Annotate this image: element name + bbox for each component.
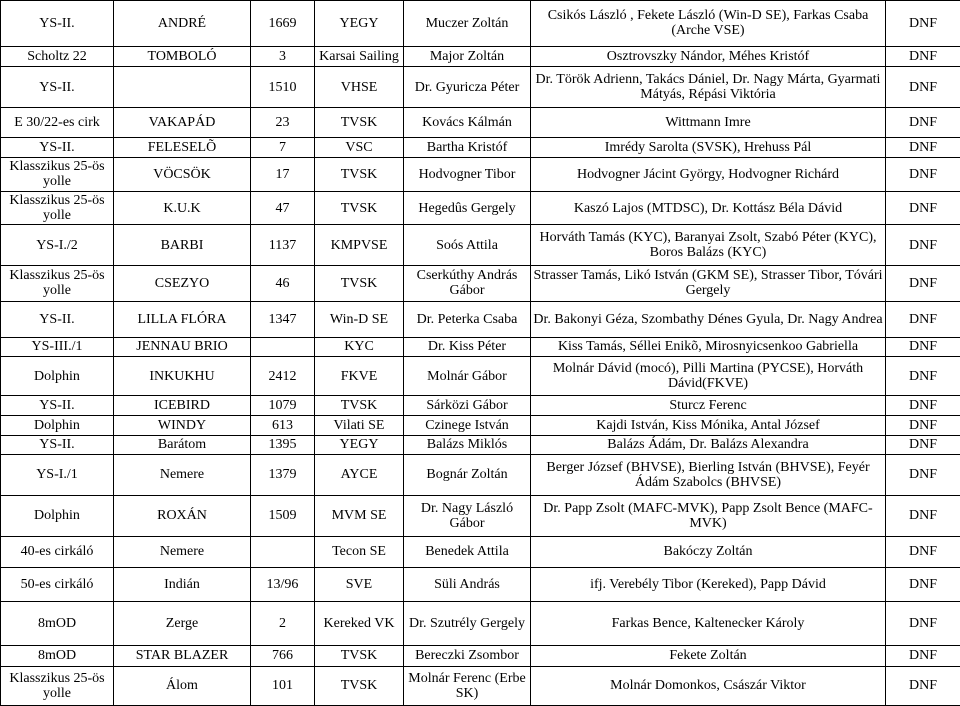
table-row: [1, 225, 960, 265]
class-cell: Klasszikus 25-ös yolle: [1, 191, 114, 225]
result-cell: DNF: [886, 537, 960, 568]
table-row: [1, 666, 960, 705]
crew-cell: Hodvogner Jácint György, Hodvogner Richárd: [531, 157, 886, 191]
table-row: [1, 567, 960, 602]
table-row: [1, 357, 960, 396]
result-cell: DNF: [886, 301, 960, 337]
result-cell: DNF: [886, 645, 960, 666]
club-cell: Vilati SE: [315, 416, 404, 436]
class-cell: Dolphin: [1, 495, 114, 536]
result-cell: DNF: [886, 107, 960, 138]
class-cell: YS-III./1: [1, 337, 114, 357]
sail-number-cell: 1079: [251, 396, 315, 416]
table-row: [1, 537, 960, 568]
sail-number-cell: 1137: [251, 225, 315, 265]
crew-cell: Kiss Tamás, Séllei Enikõ, Mirosnyicsenkoo Gabriella: [531, 337, 886, 357]
crew-cell: Dr. Török Adrienn, Takács Dániel, Dr. Nagy Márta, Gyarmati Mátyás, Répási Viktória: [531, 67, 886, 107]
club-cell: KYC: [315, 337, 404, 357]
class-cell: Klasszikus 25-ös yolle: [1, 265, 114, 301]
club-cell: TVSK: [315, 157, 404, 191]
skipper-cell: Kovács Kálmán: [404, 107, 531, 138]
club-cell: Kereked VK: [315, 602, 404, 646]
club-cell: AYCE: [315, 455, 404, 495]
class-cell: 50-es cirkáló: [1, 567, 114, 602]
skipper-cell: Hegedûs Gergely: [404, 191, 531, 225]
result-cell: DNF: [886, 191, 960, 225]
boat-name-cell: ROXÁN: [114, 495, 251, 536]
sail-number-cell: 1510: [251, 67, 315, 107]
table-row: [1, 495, 960, 536]
table-row: [1, 1, 960, 47]
result-cell: DNF: [886, 357, 960, 396]
crew-cell: Molnár Domonkos, Császár Viktor: [531, 666, 886, 705]
club-cell: YEGY: [315, 1, 404, 47]
table-row: [1, 337, 960, 357]
crew-cell: Dr. Papp Zsolt (MAFC-MVK), Papp Zsolt Bence (MAFC-MVK): [531, 495, 886, 536]
sail-number-cell: 23: [251, 107, 315, 138]
skipper-cell: Sárközi Gábor: [404, 396, 531, 416]
skipper-cell: Cserkúthy András Gábor: [404, 265, 531, 301]
skipper-cell: Hodvogner Tibor: [404, 157, 531, 191]
result-cell: DNF: [886, 416, 960, 436]
skipper-cell: Dr. Nagy László Gábor: [404, 495, 531, 536]
result-cell: DNF: [886, 666, 960, 705]
boat-name-cell: Álom: [114, 666, 251, 705]
skipper-cell: Dr. Peterka Csaba: [404, 301, 531, 337]
result-cell: DNF: [886, 67, 960, 107]
table-row: [1, 396, 960, 416]
sail-number-cell: 1347: [251, 301, 315, 337]
table-row: [1, 602, 960, 646]
class-cell: YS-II.: [1, 301, 114, 337]
club-cell: SVE: [315, 567, 404, 602]
class-cell: YS-II.: [1, 1, 114, 47]
boat-name-cell: K.U.K: [114, 191, 251, 225]
class-cell: YS-I./2: [1, 225, 114, 265]
skipper-cell: Dr. Szutrély Gergely: [404, 602, 531, 646]
club-cell: TVSK: [315, 107, 404, 138]
table-row: [1, 645, 960, 666]
sail-number-cell: 1669: [251, 1, 315, 47]
sail-number-cell: 766: [251, 645, 315, 666]
class-cell: 8mOD: [1, 645, 114, 666]
skipper-cell: Bognár Zoltán: [404, 455, 531, 495]
boat-name-cell: ICEBIRD: [114, 396, 251, 416]
boat-name-cell: Barátom: [114, 435, 251, 455]
skipper-cell: Benedek Attila: [404, 537, 531, 568]
table-row: [1, 138, 960, 158]
skipper-cell: Dr. Gyuricza Péter: [404, 67, 531, 107]
boat-name-cell: CSEZYO: [114, 265, 251, 301]
result-cell: DNF: [886, 157, 960, 191]
table-row: [1, 301, 960, 337]
table-row: [1, 107, 960, 138]
club-cell: TVSK: [315, 265, 404, 301]
boat-name-cell: INKUKHU: [114, 357, 251, 396]
result-cell: DNF: [886, 337, 960, 357]
result-cell: DNF: [886, 567, 960, 602]
class-cell: E 30/22-es cirk: [1, 107, 114, 138]
club-cell: TVSK: [315, 645, 404, 666]
boat-name-cell: LILLA FLÓRA: [114, 301, 251, 337]
sail-number-cell: 1395: [251, 435, 315, 455]
class-cell: YS-I./1: [1, 455, 114, 495]
boat-name-cell: Nemere: [114, 455, 251, 495]
boat-name-cell: STAR BLAZER: [114, 645, 251, 666]
crew-cell: Csikós László , Fekete László (Win-D SE), Farkas Csaba (Arche VSE): [531, 1, 886, 47]
table-row: [1, 416, 960, 436]
club-cell: FKVE: [315, 357, 404, 396]
club-cell: YEGY: [315, 435, 404, 455]
boat-name-cell: JENNAU BRIO: [114, 337, 251, 357]
table-row: [1, 191, 960, 225]
table-row: [1, 435, 960, 455]
skipper-cell: Czinege István: [404, 416, 531, 436]
sail-number-cell: 2412: [251, 357, 315, 396]
table-row: [1, 157, 960, 191]
club-cell: TVSK: [315, 191, 404, 225]
crew-cell: Farkas Bence, Kaltenecker Károly: [531, 602, 886, 646]
sail-number-cell: [251, 537, 315, 568]
crew-cell: Fekete Zoltán: [531, 645, 886, 666]
class-cell: YS-II.: [1, 67, 114, 107]
boat-name-cell: ANDRÉ: [114, 1, 251, 47]
sail-number-cell: 3: [251, 46, 315, 67]
crew-cell: Bakóczy Zoltán: [531, 537, 886, 568]
class-cell: YS-II.: [1, 435, 114, 455]
club-cell: MVM SE: [315, 495, 404, 536]
skipper-cell: Major Zoltán: [404, 46, 531, 67]
crew-cell: Kaszó Lajos (MTDSC), Dr. Kottász Béla Dávid: [531, 191, 886, 225]
crew-cell: Sturcz Ferenc: [531, 396, 886, 416]
sail-number-cell: 46: [251, 265, 315, 301]
result-cell: DNF: [886, 138, 960, 158]
class-cell: 8mOD: [1, 602, 114, 646]
crew-cell: Wittmann Imre: [531, 107, 886, 138]
class-cell: 40-es cirkáló: [1, 537, 114, 568]
boat-name-cell: VÖCSÖK: [114, 157, 251, 191]
boat-name-cell: WINDY: [114, 416, 251, 436]
crew-cell: Horváth Tamás (KYC), Baranyai Zsolt, Szabó Péter (KYC), Boros Balázs (KYC): [531, 225, 886, 265]
sail-number-cell: 101: [251, 666, 315, 705]
crew-cell: Imrédy Sarolta (SVSK), Hrehuss Pál: [531, 138, 886, 158]
crew-cell: ifj. Verebély Tibor (Kereked), Papp Dávid: [531, 567, 886, 602]
table-row: [1, 67, 960, 107]
result-cell: DNF: [886, 396, 960, 416]
boat-name-cell: [114, 67, 251, 107]
result-cell: DNF: [886, 455, 960, 495]
boat-name-cell: Indián: [114, 567, 251, 602]
sail-number-cell: [251, 337, 315, 357]
skipper-cell: Balázs Miklós: [404, 435, 531, 455]
sail-number-cell: 47: [251, 191, 315, 225]
sail-number-cell: 13/96: [251, 567, 315, 602]
crew-cell: Balázs Ádám, Dr. Balázs Alexandra: [531, 435, 886, 455]
crew-cell: Strasser Tamás, Likó István (GKM SE), Strasser Tibor, Tóvári Gergely: [531, 265, 886, 301]
sail-number-cell: 7: [251, 138, 315, 158]
skipper-cell: Dr. Kiss Péter: [404, 337, 531, 357]
club-cell: TVSK: [315, 396, 404, 416]
club-cell: Win-D SE: [315, 301, 404, 337]
boat-name-cell: Nemere: [114, 537, 251, 568]
crew-cell: Berger József (BHVSE), Bierling István (BHVSE), Feyér Ádám Szabolcs (BHVSE): [531, 455, 886, 495]
skipper-cell: Muczer Zoltán: [404, 1, 531, 47]
result-cell: DNF: [886, 265, 960, 301]
sail-number-cell: 1379: [251, 455, 315, 495]
crew-cell: Dr. Bakonyi Géza, Szombathy Dénes Gyula, Dr. Nagy Andrea: [531, 301, 886, 337]
club-cell: KMPVSE: [315, 225, 404, 265]
skipper-cell: Molnár Ferenc (Erbe SK): [404, 666, 531, 705]
club-cell: Karsai Sailing: [315, 46, 404, 67]
result-cell: DNF: [886, 225, 960, 265]
crew-cell: Molnár Dávid (mocó), Pilli Martina (PYCSE), Horváth Dávid(FKVE): [531, 357, 886, 396]
boat-name-cell: FELESELÕ: [114, 138, 251, 158]
result-cell: DNF: [886, 46, 960, 67]
club-cell: VSC: [315, 138, 404, 158]
sail-number-cell: 17: [251, 157, 315, 191]
class-cell: Klasszikus 25-ös yolle: [1, 666, 114, 705]
result-cell: DNF: [886, 1, 960, 47]
table-row: [1, 455, 960, 495]
class-cell: YS-II.: [1, 138, 114, 158]
boat-name-cell: Zerge: [114, 602, 251, 646]
result-cell: DNF: [886, 495, 960, 536]
class-cell: Scholtz 22: [1, 46, 114, 67]
skipper-cell: Bartha Kristóf: [404, 138, 531, 158]
skipper-cell: Soós Attila: [404, 225, 531, 265]
skipper-cell: Süli András: [404, 567, 531, 602]
boat-name-cell: BARBI: [114, 225, 251, 265]
club-cell: Tecon SE: [315, 537, 404, 568]
crew-cell: Kajdi István, Kiss Mónika, Antal József: [531, 416, 886, 436]
class-cell: Dolphin: [1, 416, 114, 436]
result-cell: DNF: [886, 435, 960, 455]
class-cell: Dolphin: [1, 357, 114, 396]
class-cell: Klasszikus 25-ös yolle: [1, 157, 114, 191]
table-row: [1, 46, 960, 67]
skipper-cell: Molnár Gábor: [404, 357, 531, 396]
crew-cell: Osztrovszky Nándor, Méhes Kristóf: [531, 46, 886, 67]
boat-name-cell: TOMBOLÓ: [114, 46, 251, 67]
result-cell: DNF: [886, 602, 960, 646]
sail-number-cell: 2: [251, 602, 315, 646]
class-cell: YS-II.: [1, 396, 114, 416]
boat-name-cell: VAKAPÁD: [114, 107, 251, 138]
table-row: [1, 265, 960, 301]
sail-number-cell: 613: [251, 416, 315, 436]
club-cell: VHSE: [315, 67, 404, 107]
sail-number-cell: 1509: [251, 495, 315, 536]
club-cell: TVSK: [315, 666, 404, 705]
skipper-cell: Bereczki Zsombor: [404, 645, 531, 666]
